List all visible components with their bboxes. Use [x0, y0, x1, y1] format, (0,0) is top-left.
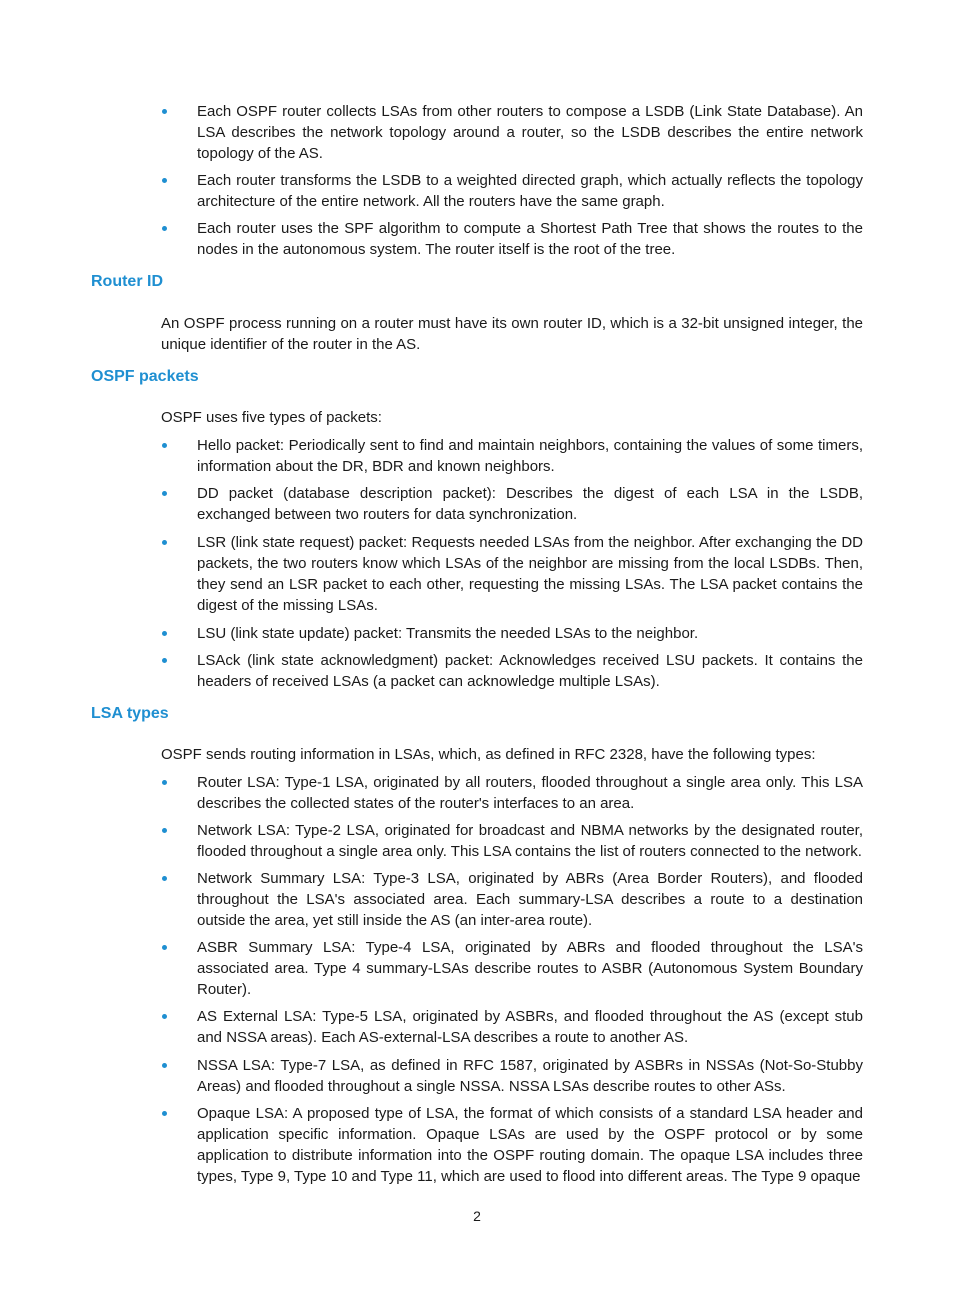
ospf-packets-intro: OSPF uses five types of packets:: [161, 409, 382, 426]
section-heading-router-id: Router ID: [91, 273, 163, 290]
list-item-text: LSAck (link state acknowledgment) packet: Acknowledges received LSU packets. It contains the headers of received LSAs (a packet can acknowledge multiple LSAs).: [197, 652, 863, 690]
bullet-icon: [162, 780, 167, 785]
section-heading-ospf-packets: OSPF packets: [91, 368, 199, 385]
list-item: [161, 483, 863, 525]
list-item-text: NSSA LSA: Type-7 LSA, as defined in RFC 1587, originated by ASBRs in NSSAs (Not-So-Stubby Areas) and flooded throughout a single NSSA. NSSA LSAs describe routes to other ASs.: [197, 1057, 863, 1095]
bullet-icon: [162, 109, 167, 114]
bullet-icon: [162, 876, 167, 881]
list-item: [161, 1103, 863, 1187]
list-item-text: ASBR Summary LSA: Type-4 LSA, originated by ABRs and flooded throughout the LSA's associated area. Type 4 summary-LSAs describe routes to ASBR (Autonomous System Boundary Router).: [197, 939, 863, 998]
list-item: [161, 772, 863, 814]
bullet-icon: [162, 1014, 167, 1019]
list-item-text: Network Summary LSA: Type-3 LSA, originated by ABRs (Area Border Routers), and flooded throughout the LSA's associated area. Each summary-LSA describes a route to a destination outside the area, yet still inside the AS (an inter-area route).: [197, 870, 863, 929]
list-item-text: Each router transforms the LSDB to a weighted directed graph, which actually reflects the topology architecture of the entire network. All the routers have the same graph.: [197, 172, 863, 210]
bullet-icon: [162, 540, 167, 545]
packet-types-list: [161, 435, 863, 692]
intro-bullet-list: [161, 101, 863, 260]
lsa-types-list: [161, 772, 863, 1187]
bullet-icon: [162, 828, 167, 833]
list-item-text: Each router uses the SPF algorithm to compute a Shortest Path Tree that shows the routes to the nodes in the autonomous system. The router itself is the root of the tree.: [197, 220, 863, 258]
list-item-text: Hello packet: Periodically sent to find and maintain neighbors, containing the values of some timers, information about the DR, BDR and known neighbors.: [197, 437, 863, 475]
list-item-text: Opaque LSA: A proposed type of LSA, the format of which consists of a standard LSA header and application specific information. Opaque LSAs are used by the OSPF protocol or by some application to distribute information into the OSPF routing domain. The opaque LSA includes three types, Type 9, Type 10 and Type 11, which are used to flood into different areas. The Type 9 opaque: [197, 1105, 863, 1185]
bullet-icon: [162, 1063, 167, 1068]
list-item: [161, 218, 863, 260]
bullet-icon: [162, 491, 167, 496]
bullet-icon: [162, 1111, 167, 1116]
list-item-text: Network LSA: Type-2 LSA, originated for broadcast and NBMA networks by the designated router, flooded throughout a single area only. This LSA contains the list of routers connected to the network.: [197, 822, 863, 860]
list-item-text: DD packet (database description packet): Describes the digest of each LSA in the LSDB, exchanged between two routers for data synchronization.: [197, 485, 863, 523]
bullet-icon: [162, 443, 167, 448]
list-item: [161, 532, 863, 616]
list-item: [161, 623, 863, 644]
section-heading-lsa-types: LSA types: [91, 705, 169, 722]
list-item-text: Each OSPF router collects LSAs from other routers to compose a LSDB (Link State Database). An LSA describes the network topology around a router, so the LSDB describes the entire network topology of the AS.: [197, 103, 863, 162]
list-item-text: Router LSA: Type-1 LSA, originated by all routers, flooded throughout a single area only. This LSA describes the collected states of the router's interfaces to an area.: [197, 774, 863, 812]
list-item: [161, 170, 863, 212]
list-item-text: AS External LSA: Type-5 LSA, originated by ASBRs, and flooded throughout the AS (except stub and NSSA areas). Each AS-external-LSA describes a route to another AS.: [197, 1008, 863, 1046]
list-item: [161, 650, 863, 692]
page-number: 2: [473, 1208, 481, 1224]
bullet-icon: [162, 945, 167, 950]
list-item: [161, 868, 863, 931]
router-id-paragraph: An OSPF process running on a router must have its own router ID, which is a 32-bit unsigned integer, the unique identifier of the router in the AS.: [161, 315, 863, 353]
list-item: [161, 937, 863, 1000]
list-item: [161, 1006, 863, 1048]
bullet-icon: [162, 658, 167, 663]
list-item-text: LSU (link state update) packet: Transmits the needed LSAs to the neighbor.: [197, 625, 699, 642]
list-item-text: LSR (link state request) packet: Requests needed LSAs from the neighbor. After exchanging the DD packets, the two routers know which LSAs of the neighbor are missing from the local LSDBs. Then, they send an LSR packet to each other, requesting the missing LSAs. The LSA packet contains the digest of the missing LSAs.: [197, 534, 863, 614]
list-item: [161, 1055, 863, 1097]
bullet-icon: [162, 631, 167, 636]
list-item: [161, 820, 863, 862]
list-item: [161, 435, 863, 477]
list-item: [161, 101, 863, 164]
lsa-types-intro: OSPF sends routing information in LSAs, which, as defined in RFC 2328, have the following types:: [161, 746, 816, 763]
bullet-icon: [162, 226, 167, 231]
bullet-icon: [162, 178, 167, 183]
